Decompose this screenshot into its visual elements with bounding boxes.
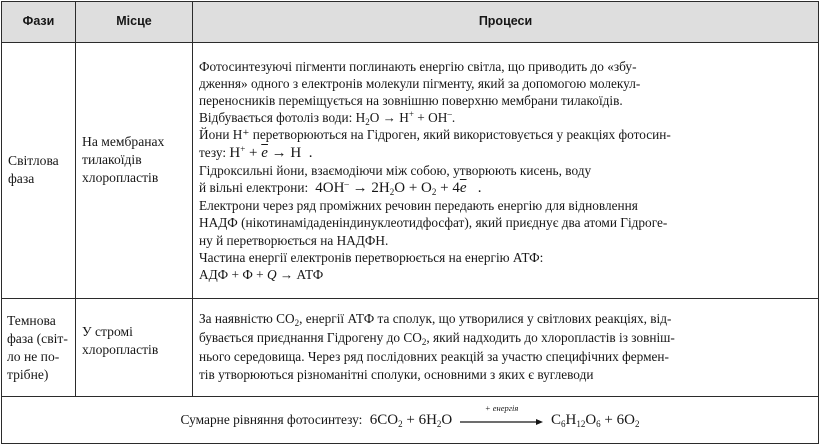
dark-line1: За наявністю $CO_2$, енергії АТФ та сполук, що утворилися у світлових реакціях, від- xyxy=(199,310,672,328)
atp-formula-rest: Q → АТФ xyxy=(266,266,324,282)
oxygen-line xyxy=(199,179,812,197)
dark-place-2: хлоропластів xyxy=(82,341,159,357)
light-p5-line2: НАДФ (нікотинамідаденіндинуклеотидфосфат), який приєднує два атоми Гідроге- xyxy=(199,215,668,231)
photosynthesis-table xyxy=(1,1,819,444)
arrow-icon xyxy=(460,418,544,426)
dark-place-cell xyxy=(76,299,193,397)
summary-products: $C_6H_{12}O_6 + 6O_2$ xyxy=(550,411,640,429)
atp-formula-prefix: АДФ + Ф + xyxy=(199,266,264,282)
dark-line2-b: , який надходить до хлоропластів із зовніш- xyxy=(426,329,675,345)
light-p4-line1: Гідроксильні йони, взаємодіючи між собою, утворюють кисень, воду xyxy=(199,162,592,178)
oxygen-formula: $4OH^- \to 2H_2O + O_2 + 4\overline{e}$ . xyxy=(311,178,482,197)
light-phase-name-2: фаза xyxy=(8,171,35,187)
light-phase-cell xyxy=(2,42,76,298)
atp-line xyxy=(199,266,812,283)
hydrogen-text: тезу: xyxy=(199,144,227,160)
light-phase-row xyxy=(2,42,819,298)
dark-process-cell xyxy=(193,299,819,397)
light-p1-line1: Фотосинтезуючі пігменти поглинають енергію світла, що приводить до «збу- xyxy=(199,58,637,74)
summary-reactants: $6CO_2 + 6H_2O$ xyxy=(369,411,453,429)
dark-phase-row xyxy=(2,299,819,397)
light-p3-line1: Йони H⁺ перетворюються на Гідроген, який використовується у реакціях фотосин- xyxy=(199,127,671,143)
dark-line2-a: бувається приєднання Гідрогену до CO xyxy=(199,329,422,345)
dark-line1-a: За наявністю CO xyxy=(199,310,295,326)
hydrogen-formula: $H^+ + \overline{e} \to H$ . xyxy=(229,143,313,161)
dark-phase-cell xyxy=(2,299,76,397)
light-p6-line1: Частина енергії електронів перетворюється на енергію АТФ: xyxy=(199,249,544,265)
summary-arrow-label: + енергія xyxy=(484,402,519,413)
header-processes: Процеси xyxy=(193,2,819,43)
light-p1-line2: дження» одного з електронів молекули пігменту, який за допомогою молекул- xyxy=(199,75,641,91)
header-place: Місце xyxy=(76,2,193,43)
dark-line2: бувається приєднання Гідрогену до $CO_2$, який надходить до хлоропластів із зовніш- xyxy=(199,329,675,347)
summary-arrow xyxy=(460,402,544,428)
light-process-cell xyxy=(193,42,819,298)
light-place-2: тилакоїдів xyxy=(82,152,142,168)
light-place-cell xyxy=(76,42,193,298)
summary-row xyxy=(2,397,819,444)
light-p5-line1: Електрони через ряд проміжних речовин передають енергію для відновлення xyxy=(199,198,638,214)
light-place-1: На мембранах xyxy=(82,134,165,150)
hydrogen-line xyxy=(199,144,812,162)
water-photolysis-formula: $H_2O \to H^+ + OH^-$. xyxy=(355,109,456,128)
summary-label: Сумарне рівняння фотосинтезу: xyxy=(180,411,363,427)
dark-phase-name-1: Темнова xyxy=(7,312,56,328)
dark-place-1: У стромі xyxy=(82,323,133,339)
water-photolysis-line xyxy=(199,109,812,126)
light-p5-line3: ну й перетворюється на НАДФН. xyxy=(199,232,389,248)
dark-phase-name-2: фаза (світ- xyxy=(7,330,68,346)
dark-phase-name-3: ло не по- xyxy=(7,348,60,364)
light-phase-name-1: Світлова xyxy=(8,153,59,169)
summary-cell xyxy=(2,397,819,444)
dark-line3: нього середовища. Через ряд послідовних реакцій за участю специфічних фермен- xyxy=(199,348,669,364)
oxygen-text: й вільні електрони: xyxy=(199,179,309,195)
dark-line4: тів утворюються різноманітні сполуки, основними з яких є вуглеводи xyxy=(199,367,594,383)
dark-phase-name-4: трібне) xyxy=(7,366,49,382)
water-photolysis-text: Відбувається фотоліз води: xyxy=(199,110,353,126)
light-p1-line3: переносників переміщується на зовнішню поверхню мембрани тилакоїдів. xyxy=(199,92,623,108)
dark-line1-b: , енергії АТФ та сполук, що утворилися у світлових реакціях, від- xyxy=(299,310,672,326)
light-place-3: хлоропластів xyxy=(82,170,159,186)
header-row xyxy=(2,2,819,43)
header-phases: Фази xyxy=(2,2,76,43)
